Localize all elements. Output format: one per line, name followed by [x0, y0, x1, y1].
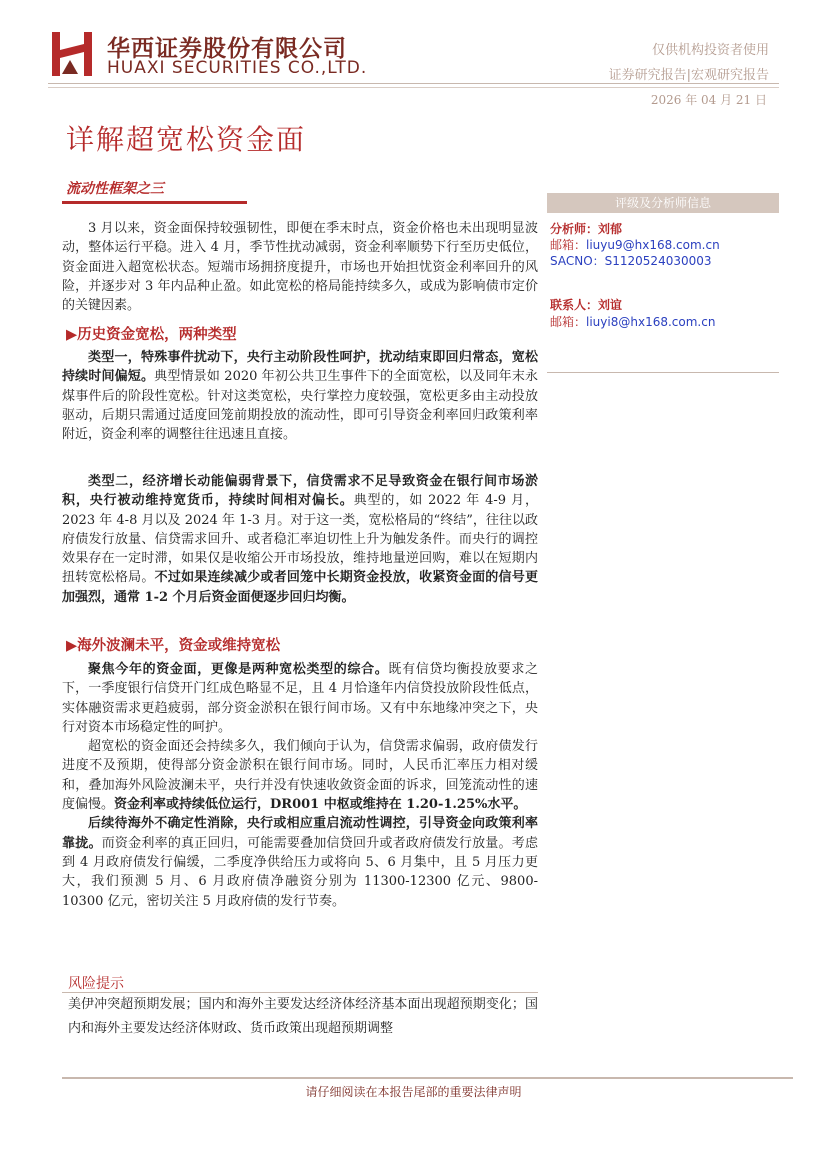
report-date: 2026 年 04 月 21 日: [650, 93, 767, 107]
type-two-conclusion: 不过如果连续减少或者回笼中长期资金投放，收紧资金面的信号更加强烈，通常 1-2 个月后资金面便逐步回归均衡。: [62, 570, 538, 605]
analyst-email-link[interactable]: liuyu9@hx168.com.cn: [586, 238, 720, 252]
focus-lead: 聚焦今年的资金面，更像是两种宽松类型的综合。: [88, 662, 389, 677]
section-overseas-body: [62, 660, 538, 911]
type-one-lead: 类型一，特殊事件扰动下，央行主动阶段性呵护，扰动结束即回归常态，宽松持续时间偏短。: [62, 350, 538, 385]
section-history-body-2: [62, 472, 538, 607]
company-name-en: HUAXI SECURITIES CO.,LTD.: [107, 58, 368, 78]
intro-paragraph: 3 月以来，资金面保持较强韧性，即便在季末时点，资金价格也未出现明显波动，整体运行平稳。进入 4 月，季节性扰动减弱，资金利率顺势下行至历史低位，资金面进入超宽松状态。短端市场拥挤度提升，市场也开始担忧资金利率回升的风险，并逐步对 3 年内品种止盈。如此宽松的格局能持续多久，或成为影响债市定价的关键因素。: [62, 221, 538, 314]
risk-title: 风险提示: [68, 976, 124, 992]
contact-email-row: [550, 313, 715, 330]
focus-paragraph: [62, 660, 538, 737]
outlook-conclusion: 资金利率或持续低位运行，DR001 中枢或维持在 1.20-1.25%水平。: [114, 797, 527, 813]
type-two-paragraph: [62, 472, 538, 607]
footer-divider: [62, 1077, 793, 1079]
report-type: 证券研究报告|宏观研究报告: [608, 68, 769, 83]
subtitle-underline: [62, 201, 247, 204]
contact-name: 联系人：刘谊: [550, 298, 623, 312]
analyst-email-row: [550, 236, 720, 253]
focus-text: 既有信贷均衡投放要求之下，一季度银行信贷开门红成色略显不足，且 4 月恰逢年内信贷投放阶段性低点，实体融资需求更趋疲弱，部分资金淤积在银行间市场。又有中东地缘冲突之下，央行对资本市场稳定性的呵护。: [62, 662, 538, 735]
type-two-text: 典型的，如 2022 年 4-9 月，2023 年 4-8 月以及 2024 年 1-3 月。对于这一类，宽松格局的“终结”，往往以政府债发行放量、信贷需求回升、或者稳汇率迫切性上升为触发条件。而央行的调控效果存在一定时滞，如果仅是收缩公开市场投放，维持地量逆回购，难以在短期内扭转宽松格局。: [62, 493, 538, 586]
intro-block: [62, 219, 538, 315]
section-heading-history: ▶历史资金宽松，两种类型: [66, 326, 237, 343]
sidebar-divider: [547, 372, 779, 373]
contact-email-link[interactable]: liuyi8@hx168.com.cn: [586, 315, 716, 329]
analyst-name: 分析师：刘郁: [550, 222, 623, 236]
section-history-body: [62, 348, 538, 444]
type-one-paragraph: [62, 348, 538, 444]
type-one-text: 典型情景如 2020 年初公共卫生事件下的全面宽松，以及同年末永煤事件后的阶段性宽松。针对这类宽松，央行掌控力度较强，宽松更多由主动投放驱动，后期只需通过适度回笼前期投放的流动性，即可引导资金利率回归政策利率附近，资金利率的调整往往迅速且直接。: [62, 369, 538, 443]
risk-text: 美伊冲突超预期发展；国内和海外主要发达经济体经济基本面出现超预期变化；国内和海外主要发达经济体财政、货币政策出现超预期调整: [68, 997, 538, 1036]
audience-note: 仅供机构投资者使用: [651, 43, 769, 58]
header-divider-thin: [48, 87, 779, 88]
outlook-paragraph: [62, 737, 538, 814]
type-two-lead: 类型二，经济增长动能偏弱背景下，信贷需求不足导致资金在银行间市场淤积，央行被动维持宽货币，持续时间相对偏长。: [62, 474, 538, 509]
outlook-text: 超宽松的资金面还会持续多久，我们倾向于认为，信贷需求偏弱，政府债发行进度不及预期，使得部分资金淤积在银行间市场。同时，人民币汇率压力相对缓和，叠加海外风险波澜未平，央行并没有快速收敛资金面的诉求，回笼流动性的速度偏慢。: [62, 739, 538, 813]
analyst-sac-number: SACNO：S1120524030003: [550, 254, 712, 268]
followup-paragraph: [62, 814, 538, 910]
contact-email-label: 邮箱：: [550, 315, 587, 329]
page-subtitle: 流动性框架之三: [66, 181, 164, 197]
analyst-info-header: 评级及分析师信息: [547, 193, 779, 213]
followup-text: 而资金利率的真正回归，可能需要叠加信贷回升或者政府债发行放量。考虑到 4 月政府债发行偏缓，二季度净供给压力或将向 5、6 月集中，且 5 月压力更大，我们预测 5 月、6 月政府债净融资分别为 11300-12300 亿元、9800-10300 亿元，密切关注 5 月政府债的发行节奏。: [62, 835, 538, 909]
followup-lead: 后续待海外不确定性消除，央行或相应重启流动性调控，引导资金向政策利率靠拢。: [62, 816, 538, 851]
footer-disclaimer: 请仔细阅读在本报告尾部的重要法律声明: [305, 1085, 522, 1099]
analyst-email-label: 邮箱：: [550, 238, 587, 252]
page-title: 详解超宽松资金面: [66, 123, 307, 156]
section-heading-overseas: ▶海外波澜未平，资金或维持宽松: [66, 637, 281, 654]
company-name-cn: 华西证券股份有限公司: [107, 36, 347, 62]
header-divider: [48, 83, 779, 84]
huaxi-logo-icon: [48, 30, 96, 78]
